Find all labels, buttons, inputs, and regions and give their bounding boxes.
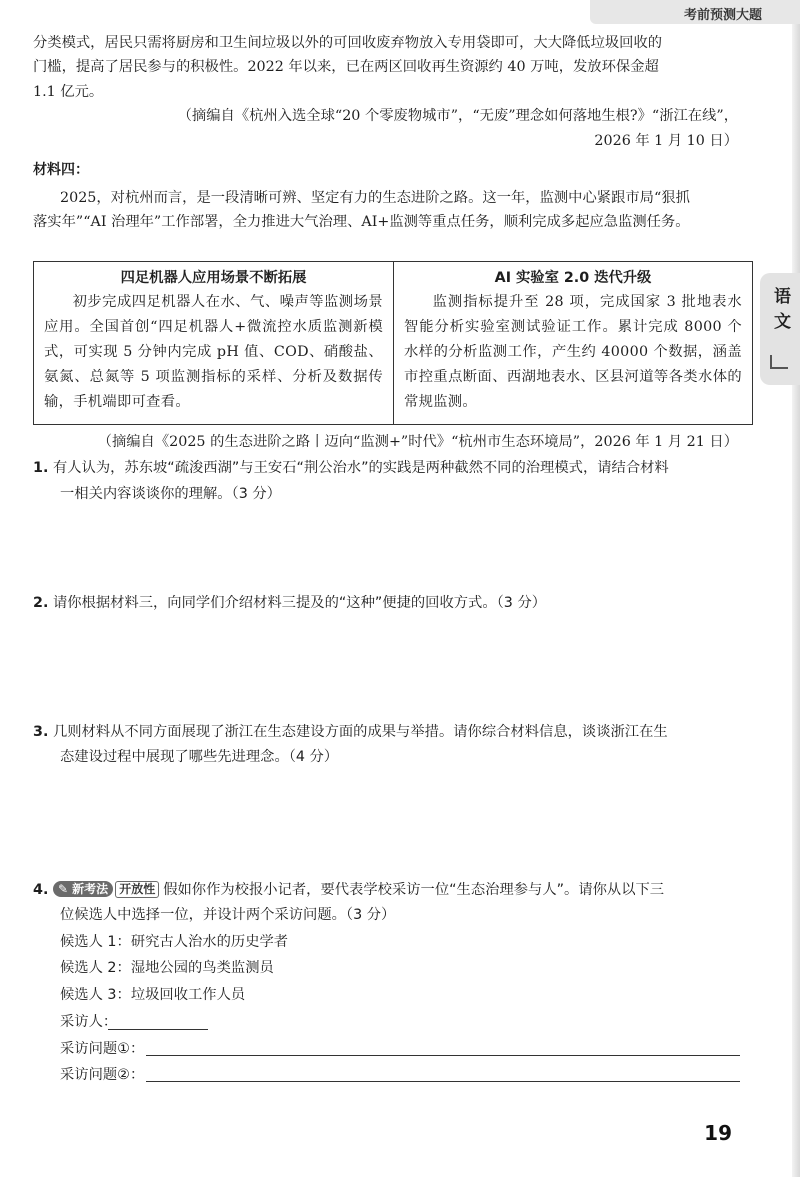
question-4-line2: 位候选人中选择一位，并设计两个采访问题。（3 分） [60,907,396,923]
page-edge-shadow [792,0,800,1177]
material4-heading: 材料四： [33,162,89,178]
question-1-number: 1. [33,460,49,476]
header-tab [590,0,800,24]
candidate-1: 候选人 1：研究古人治水的历史学者 [60,934,289,950]
question-1-line2: 一相关内容谈谈你的理解。（3 分） [60,486,281,502]
question-2-line1 [33,591,546,616]
source-material3-line2: 2026 年 1 月 10 日） [594,133,738,149]
question-3-number: 3. [33,724,49,740]
interviewee-label: 采访人： [60,1014,118,1030]
subject-side-tab [760,273,800,385]
interview-question-1-label: 采访问题①： [60,1041,145,1057]
open-ended-badge: 开放性 [115,881,159,898]
paragraph-top-line1: 分类模式，居民只需将厨房和卫生间垃圾以外的可回收废弃物放入专用袋即可，大大降低垃圾回收的 [33,35,663,51]
paragraph-top-line2: 门槛，提高了居民参与的积极性。2022 年以来，已在两区回收再生资源约 40 万吨，发放环保金超 [33,59,659,75]
question-4-line1 [33,878,664,903]
question-3-line1 [33,720,668,745]
table-left-title: 四足机器人应用场景不断拓展 [120,270,307,286]
question-2-number: 2. [33,595,49,611]
source-material4: （摘编自《2025 的生态进阶之路丨迈向“监测+”时代》“杭州市生态环境局”，2026 年 1 月 21 日） [97,434,738,450]
candidate-3: 候选人 3：垃圾回收工作人员 [60,987,246,1003]
question-4-text: 假如你作为校报小记者，要代表学校采访一位“生态治理参与人”。请你从以下三 [163,882,665,898]
question-1-text: 有人认为，苏东坡“疏浚西湖”与王安石“荆公治水”的实践是两种截然不同的治理模式，请结合材料 [52,460,669,476]
table-right-title: AI 实验室 2.0 迭代升级 [494,270,652,286]
source-material3-line1: （摘编自《杭州入选全球“20 个零废物城市”，“无废”理念如何落地生根?》“浙江在线”， [177,108,738,124]
table-left-body: 初步完成四足机器人在水、气、噪声等监测场景应用。全国首创“四足机器人+微流控水质监测新模式，可实现 5 分钟内完成 pH 值、COD、硝酸盐、氨氮、总氮等 5 项监测指标的采样、分析及数据传输，手机端即可查看。 [44,294,383,410]
new-exam-badge: ✎ 新考法 [53,881,113,897]
interview-question-1-answer-line[interactable] [146,1055,740,1056]
material4-line1: 2025，对杭州而言，是一段清晰可辨、坚定有力的生态进阶之路。这一年，监测中心紧跟市局“狠抓 [60,190,690,206]
interviewee-answer-line[interactable] [108,1029,208,1030]
material4-line2: 落实年”“AI 治理年”工作部署，全力推进大气治理、AI+监测等重点任务，顺利完成多起应急监测任务。 [33,214,690,230]
question-3-text: 几则材料从不同方面展现了浙江在生态建设方面的成果与举措。请你综合材料信息，谈谈浙江在生 [52,724,668,740]
new-exam-badge-text: 新考法 [72,882,109,896]
candidate-2: 候选人 2：湿地公园的鸟类监测员 [60,960,274,976]
material4-info-table [33,261,753,425]
question-3-line2: 态建设过程中展现了哪些先进理念。（4 分） [60,749,339,765]
subject-label [760,287,800,346]
paragraph-top-line3: 1.1 亿元。 [33,84,104,100]
subject-text: 语文 [770,287,790,337]
question-2-text: 请你根据材料三，向同学们介绍材料三提及的“这种”便捷的回收方式。（3 分） [52,595,547,611]
corner-mark-icon [770,355,788,369]
question-1-line1 [33,456,669,481]
interview-question-2-label: 采访问题②： [60,1067,145,1083]
header-section-title: 考前预测大题 [683,8,762,23]
table-cell-right [393,262,752,424]
table-right-body: 监测指标提升至 28 项，完成国家 3 批地表水智能分析实验室测试验证工作。累计完成 8000 个水样的分析监测工作，产生约 40000 个数据，涵盖市控重点断面、西湖地表水、区县河道等各类水体的常规监测。 [404,294,742,410]
interview-question-2-answer-line[interactable] [146,1081,740,1082]
table-cell-left [34,262,393,424]
question-4-number: 4. [33,882,49,898]
page-number: 19 [704,1121,732,1145]
